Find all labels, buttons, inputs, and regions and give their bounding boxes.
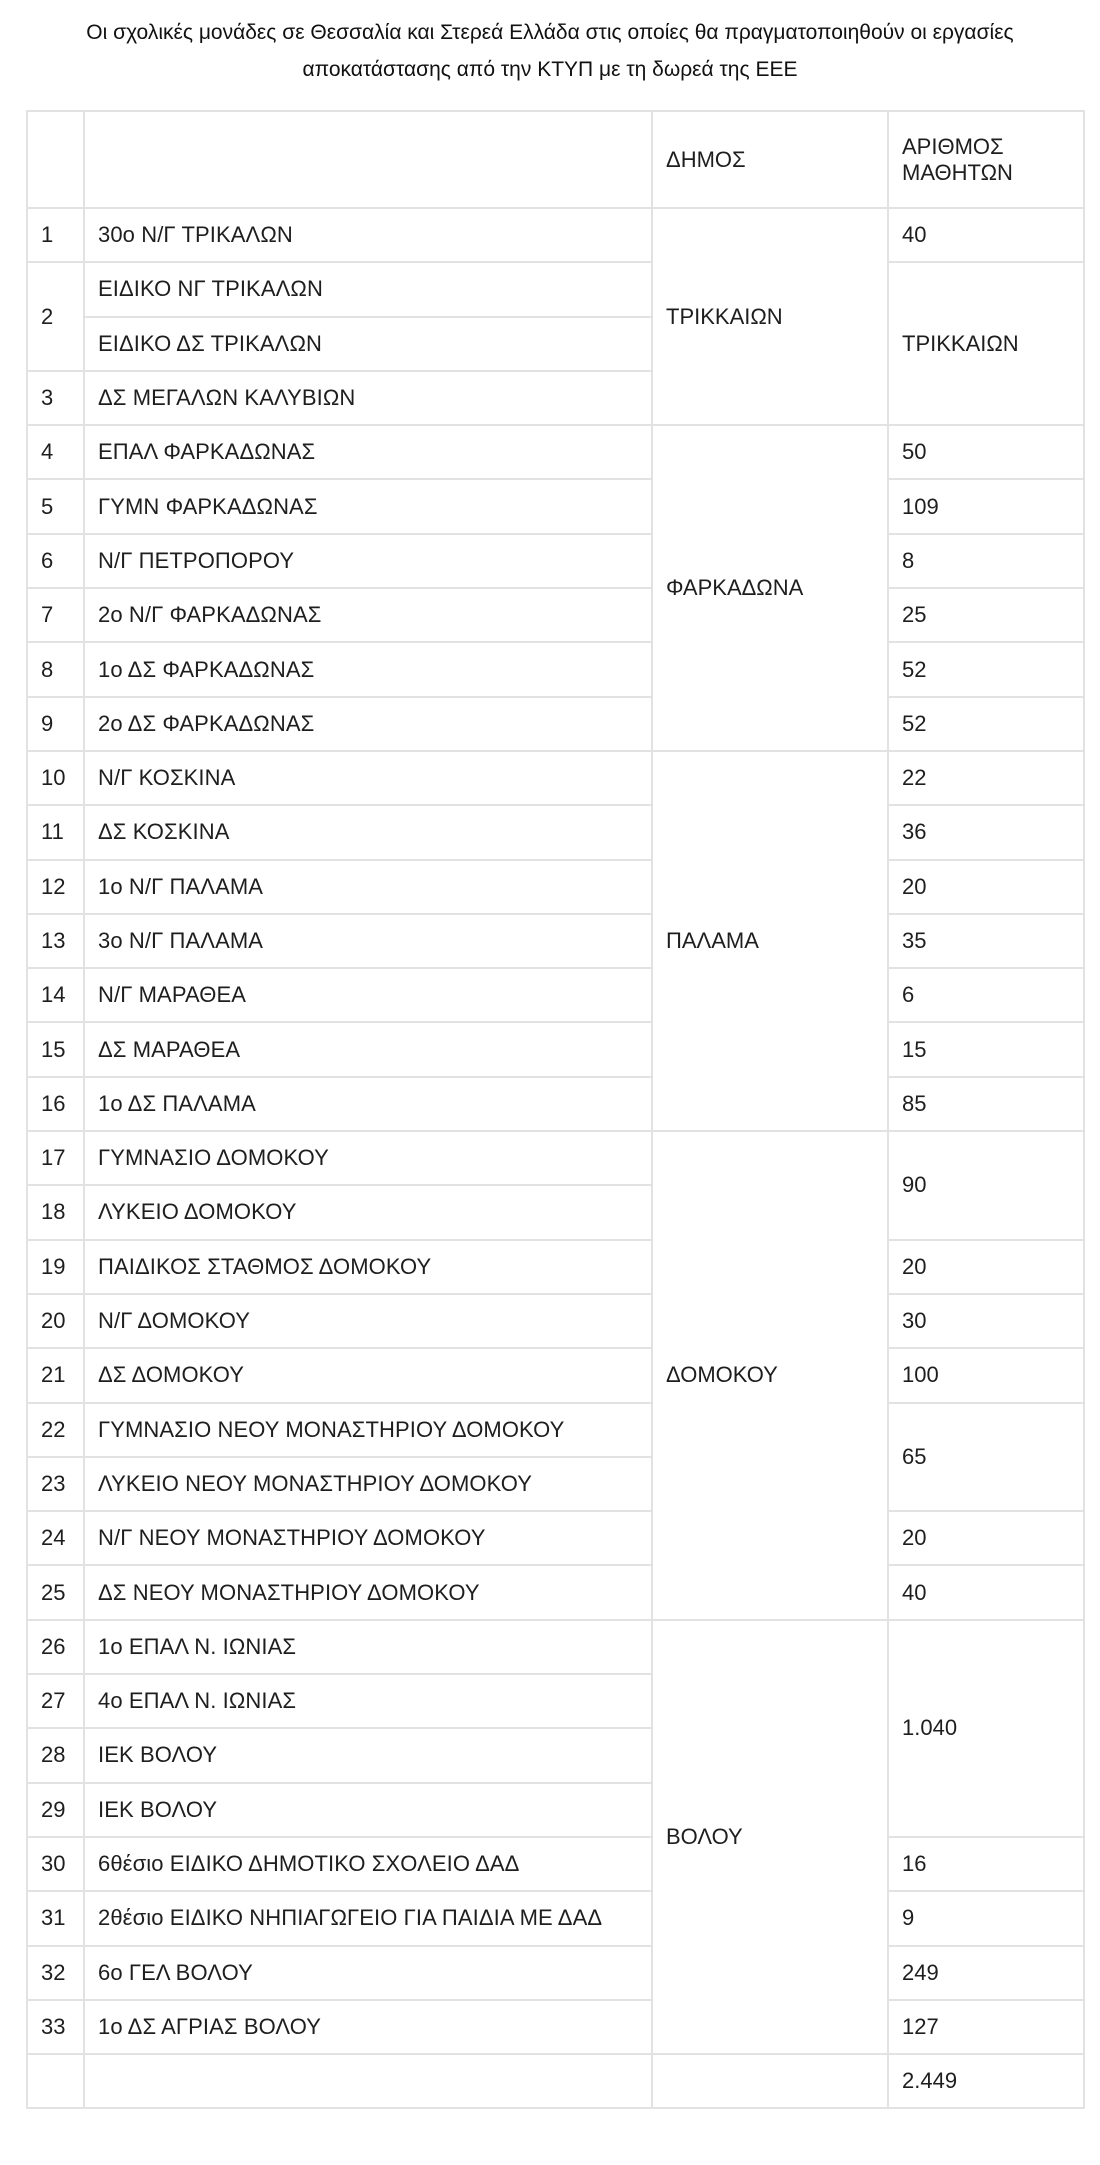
school-name: ΔΣ ΚΟΣΚΙΝΑ (84, 805, 652, 859)
student-count: 30 (888, 1294, 1084, 1348)
total-row (27, 2054, 1084, 2108)
school-name: 1ο ΔΣ ΦΑΡΚΑΔΩΝΑΣ (84, 642, 652, 696)
row-number: 18 (27, 1185, 84, 1239)
table-row (27, 262, 1084, 316)
student-count: 35 (888, 914, 1084, 968)
row-number: 24 (27, 1511, 84, 1565)
student-count: 40 (888, 208, 1084, 262)
header-municipality: ΔΗΜΟΣ (652, 111, 888, 208)
row-number: 6 (27, 534, 84, 588)
school-name: 30ο Ν/Γ ΤΡΙΚΑΛΩΝ (84, 208, 652, 262)
table-row (27, 697, 1084, 751)
student-count: 85 (888, 1077, 1084, 1131)
total-label (84, 2054, 652, 2108)
student-count: 90 (888, 1131, 1084, 1240)
school-name: ΓΥΜΝ ΦΑΡΚΑΔΩΝΑΣ (84, 479, 652, 533)
header-number (27, 111, 84, 208)
school-name: ΓΥΜΝΑΣΙΟ ΔΟΜΟΚΟΥ (84, 1131, 652, 1185)
student-count: 6 (888, 968, 1084, 1022)
header-school (84, 111, 652, 208)
header-students-line1: ΑΡΙΘΜΟΣ (902, 133, 1004, 159)
student-count: 1.040 (888, 1620, 1084, 1837)
header-students-line2: ΜΑΘΗΤΩΝ (902, 159, 1013, 185)
municipality-cell: ΤΡΙΚΚΑΙΩΝ (652, 208, 888, 425)
row-number: 25 (27, 1565, 84, 1619)
table-row (27, 1131, 1084, 1185)
row-number: 23 (27, 1457, 84, 1511)
student-count: 65 (888, 1403, 1084, 1512)
table-row (27, 914, 1084, 968)
table-row (27, 1837, 1084, 1891)
table-row (27, 534, 1084, 588)
school-name: ΔΣ ΜΑΡΑΘΕΑ (84, 1022, 652, 1076)
table-row (27, 1294, 1084, 1348)
table-row (27, 1891, 1084, 1945)
row-number: 13 (27, 914, 84, 968)
student-count: 52 (888, 697, 1084, 751)
school-name: 2ο ΔΣ ΦΑΡΚΑΔΩΝΑΣ (84, 697, 652, 751)
schools-table (26, 110, 1085, 2109)
school-name: 6θέσιο ΕΙΔΙΚΟ ΔΗΜΟΤΙΚΟ ΣΧΟΛΕΙΟ ΔΑΔ (84, 1837, 652, 1891)
row-number: 26 (27, 1620, 84, 1674)
row-number: 4 (27, 425, 84, 479)
row-number: 21 (27, 1348, 84, 1402)
municipality-cell: ΤΡΙΚΚΑΙΩΝ (888, 262, 1084, 425)
row-number: 1 (27, 208, 84, 262)
row-number: 28 (27, 1728, 84, 1782)
school-name: ΔΣ ΜΕΓΑΛΩΝ ΚΑΛΥΒΙΩΝ (84, 371, 652, 425)
municipality-cell: ΒΟΛΟΥ (652, 1620, 888, 2054)
school-name: ΙΕΚ ΒΟΛΟΥ (84, 1728, 652, 1782)
student-count: 20 (888, 1240, 1084, 1294)
school-name: 4ο ΕΠΑΛ Ν. ΙΩΝΙΑΣ (84, 1674, 652, 1728)
row-number: 22 (27, 1403, 84, 1457)
row-number: 30 (27, 1837, 84, 1891)
school-name: 3ο Ν/Γ ΠΑΛΑΜΑ (84, 914, 652, 968)
table-row (27, 208, 1084, 262)
school-name: Ν/Γ ΔΟΜΟΚΟΥ (84, 1294, 652, 1348)
school-name: 1ο ΕΠΑΛ Ν. ΙΩΝΙΑΣ (84, 1620, 652, 1674)
student-count: 36 (888, 805, 1084, 859)
row-number: 7 (27, 588, 84, 642)
student-count: 15 (888, 1022, 1084, 1076)
school-name: ΛΥΚΕΙΟ ΔΟΜΟΚΟΥ (84, 1185, 652, 1239)
table-row (27, 1565, 1084, 1619)
table-row (27, 425, 1084, 479)
table-row (27, 642, 1084, 696)
student-count: 50 (888, 425, 1084, 479)
student-count: 127 (888, 2000, 1084, 2054)
table-header-row (27, 111, 1084, 208)
student-count: 100 (888, 1348, 1084, 1402)
school-name: ΔΣ ΝΕΟΥ ΜΟΝΑΣΤΗΡΙΟΥ ΔΟΜΟΚΟΥ (84, 1565, 652, 1619)
row-number: 31 (27, 1891, 84, 1945)
row-number: 14 (27, 968, 84, 1022)
row-number: 20 (27, 1294, 84, 1348)
table-row (27, 1511, 1084, 1565)
school-name: 1ο Ν/Γ ΠΑΛΑΜΑ (84, 860, 652, 914)
student-count: 249 (888, 1946, 1084, 2000)
table-row (27, 968, 1084, 1022)
row-number: 15 (27, 1022, 84, 1076)
student-count: 20 (888, 1511, 1084, 1565)
school-name: 6ο ΓΕΛ ΒΟΛΟΥ (84, 1946, 652, 2000)
municipality-cell: ΦΑΡΚΑΔΩΝΑ (652, 425, 888, 751)
student-count: 52 (888, 642, 1084, 696)
municipality-cell: ΠΑΛΑΜΑ (652, 751, 888, 1131)
header-students (888, 111, 1084, 208)
row-number: 12 (27, 860, 84, 914)
school-name: 1ο ΔΣ ΠΑΛΑΜΑ (84, 1077, 652, 1131)
student-count: 109 (888, 479, 1084, 533)
total-municipality (652, 2054, 888, 2108)
school-name: ΔΣ ΔΟΜΟΚΟΥ (84, 1348, 652, 1402)
row-number: 11 (27, 805, 84, 859)
school-name: ΓΥΜΝΑΣΙΟ ΝΕΟΥ ΜΟΝΑΣΤΗΡΙΟΥ ΔΟΜΟΚΟΥ (84, 1403, 652, 1457)
row-number: 17 (27, 1131, 84, 1185)
row-number: 19 (27, 1240, 84, 1294)
table-row (27, 1022, 1084, 1076)
school-name: ΕΙΔΙΚΟ ΔΣ ΤΡΙΚΑΛΩΝ (84, 317, 652, 371)
school-name: 2ο Ν/Γ ΦΑΡΚΑΔΩΝΑΣ (84, 588, 652, 642)
school-name: 1ο ΔΣ ΑΓΡΙΑΣ ΒΟΛΟΥ (84, 2000, 652, 2054)
student-count: 22 (888, 751, 1084, 805)
table-row (27, 751, 1084, 805)
row-number: 32 (27, 1946, 84, 2000)
student-count: 25 (888, 588, 1084, 642)
row-number: 16 (27, 1077, 84, 1131)
table-row (27, 860, 1084, 914)
table-row (27, 1348, 1084, 1402)
row-number: 27 (27, 1674, 84, 1728)
row-number: 10 (27, 751, 84, 805)
school-name: Ν/Γ ΠΕΤΡΟΠΟΡΟΥ (84, 534, 652, 588)
row-number: 3 (27, 371, 84, 425)
table-row (27, 1077, 1084, 1131)
school-name: Ν/Γ ΚΟΣΚΙΝΑ (84, 751, 652, 805)
school-name: ΕΙΔΙΚΟ ΝΓ ΤΡΙΚΑΛΩΝ (84, 262, 652, 316)
row-number: 5 (27, 479, 84, 533)
table-row (27, 1946, 1084, 2000)
school-name: Ν/Γ ΜΑΡΑΘΕΑ (84, 968, 652, 1022)
table-row (27, 479, 1084, 533)
municipality-cell: ΔΟΜΟΚΟΥ (652, 1131, 888, 1620)
student-count: 20 (888, 860, 1084, 914)
page-title: Οι σχολικές μονάδες σε Θεσσαλία και Στερεά Ελλάδα στις οποίες θα πραγματοποιηθούν οι εργασίες αποκατάστασης από την ΚΤΥΠ με τη δωρεά της ΕΕΕ (86, 21, 1014, 81)
student-count: 16 (888, 1837, 1084, 1891)
row-number: 29 (27, 1783, 84, 1837)
table-row (27, 1620, 1084, 1674)
table-row (27, 1403, 1084, 1457)
row-number: 8 (27, 642, 84, 696)
table-row (27, 805, 1084, 859)
school-name: ΠΑΙΔΙΚΟΣ ΣΤΑΘΜΟΣ ΔΟΜΟΚΟΥ (84, 1240, 652, 1294)
school-name: ΛΥΚΕΙΟ ΝΕΟΥ ΜΟΝΑΣΤΗΡΙΟΥ ΔΟΜΟΚΟΥ (84, 1457, 652, 1511)
student-count: 40 (888, 1565, 1084, 1619)
school-name: 2θέσιο ΕΙΔΙΚΟ ΝΗΠΙΑΓΩΓΕΙΟ ΓΙΑ ΠΑΙΔΙΑ ΜΕ ΔΑΔ (84, 1891, 652, 1945)
student-count: 9 (888, 1891, 1084, 1945)
school-name: ΙΕΚ ΒΟΛΟΥ (84, 1783, 652, 1837)
row-number: 2 (27, 262, 84, 371)
school-name: ΕΠΑΛ ΦΑΡΚΑΔΩΝΑΣ (84, 425, 652, 479)
total-number (27, 2054, 84, 2108)
row-number: 33 (27, 2000, 84, 2054)
student-count: 8 (888, 534, 1084, 588)
school-name: Ν/Γ ΝΕΟΥ ΜΟΝΑΣΤΗΡΙΟΥ ΔΟΜΟΚΟΥ (84, 1511, 652, 1565)
row-number: 9 (27, 697, 84, 751)
total-students: 2.449 (888, 2054, 1084, 2108)
table-row (27, 1240, 1084, 1294)
table-row (27, 2000, 1084, 2054)
table-row (27, 588, 1084, 642)
